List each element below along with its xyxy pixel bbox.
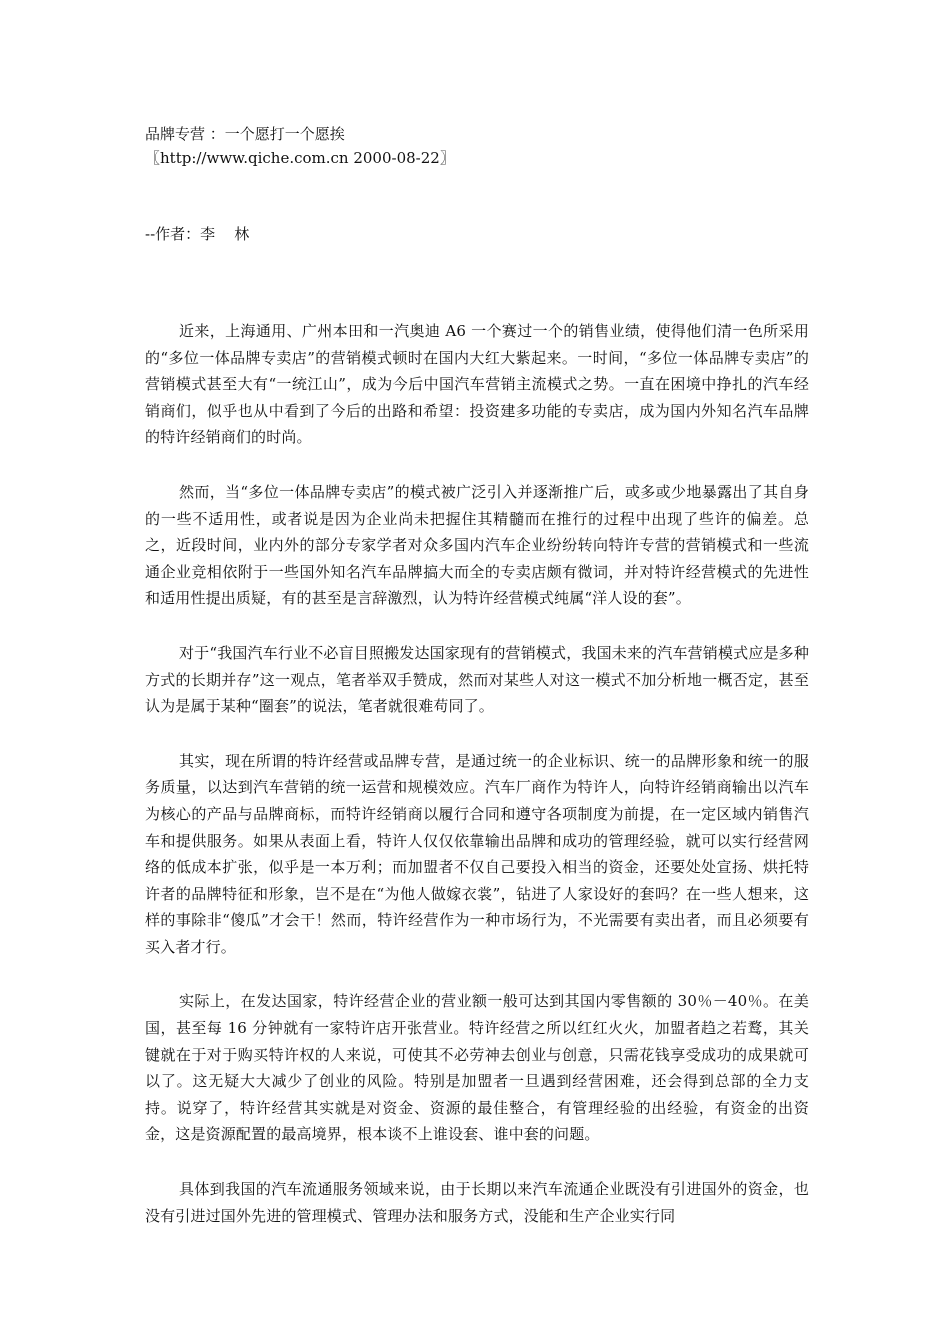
document-page xyxy=(145,122,809,1257)
article-title: 品牌专营 ：一个愿打一个愿挨 xyxy=(145,125,345,143)
article-source: 〖http://www.qiche.com.cn 2000-08-22〗 xyxy=(145,149,455,167)
paragraph: 对于“我国汽车行业不必盲目照搬发达国家现有的营销模式，我国未来的汽车营销模式应是多种方式的长期并存”这一观点，笔者举双手赞成，然而对某些人对这一模式不加分析地一概否定，甚至认为是属于某种“圈套”的说法，笔者就很难苟同了。 xyxy=(145,643,809,716)
paragraph: 具体到我国的汽车流通服务领域来说，由于长期以来汽车流通企业既没有引进国外的资金，也没有引进过国外先进的管理模式、管理办法和服务方式，没能和生产企业实行同 xyxy=(145,1180,809,1225)
paragraph: 其实，现在所谓的特许经营或品牌专营，是通过统一的企业标识、统一的品牌形象和统一的服务质量，以达到汽车营销的统一运营和规模效应。汽车厂商作为特许人，向特许经销商输出以汽车为核心的产品与品牌商标，而特许经销商以履行合同和遵守各项制度为前提，在一定区域内销售汽车和提供服务。如果从表面上看，特许人仅仅依靠输出品牌和成功的管理经验，就可以实行经营网络的低成本扩张，似乎是一本万利；而加盟者不仅自己要投入相当的资金，还要处处宣扬、烘托特许者的品牌特征和形象，岂不是在“为他人做嫁衣裳”，钻进了人家设好的套吗？在一些人想来，这样的事除非“傻瓜”才会干！然而，特许经营作为一种市场行为，不光需要有卖出者，而且必须要有买入者才行。 xyxy=(145,751,809,956)
paragraph: 实际上，在发达国家，特许经营企业的营业额一般可达到其国内零售额的 30％－40％。在美国，甚至每 16 分钟就有一家特许店开张营业。特许经营之所以红红火火，加盟者趋之若鹜，其关键就在于对于购买特许权的人来说，可使其不必劳神去创业与创意，只需花钱享受成功的成果就可以了。这无疑大大减少了创业的风险。特别是加盟者一旦遇到经营困难，还会得到总部的全力支持。说穿了，特许经营其实就是对资金、资源的最佳整合，有管理经验的出经验，有资金的出资金，这是资源配置的最高境界，根本谈不上谁设套、谁中套的问题。 xyxy=(145,992,809,1144)
paragraph: 近来，上海通用、广州本田和一汽奥迪 A6 一个赛过一个的销售业绩，使得他们清一色所采用的“多位一体品牌专卖店”的营销模式顿时在国内大红大紫起来。一时间，“多位一体品牌专卖店”的营销模式甚至大有“一统江山”，成为今后中国汽车营销主流模式之势。一直在困境中挣扎的汽车经销商们，似乎也从中看到了今后的出路和希望：投资建多功能的专卖店，成为国内外知名汽车品牌的特许经销商们的时尚。 xyxy=(145,322,809,447)
article-body xyxy=(145,318,809,1229)
paragraph: 然而，当“多位一体品牌专卖店”的模式被广泛引入并逐渐推广后，或多或少地暴露出了其自身的一些不适用性，或者说是因为企业尚未把握住其精髓而在推行的过程中出现了些许的偏差。总之，近段时间，业内外的部分专家学者对众多国内汽车企业纷纷转向特许专营的营销模式和一些流通企业竞相依附于一些国外知名汽车品牌搞大而全的专卖店颇有微词，并对特许经营模式的先进性和适用性提出质疑，有的甚至是言辞激烈，认为特许经营模式纯属“洋人设的套”。 xyxy=(145,482,809,608)
author-line: --作者：李 林 xyxy=(145,225,250,243)
